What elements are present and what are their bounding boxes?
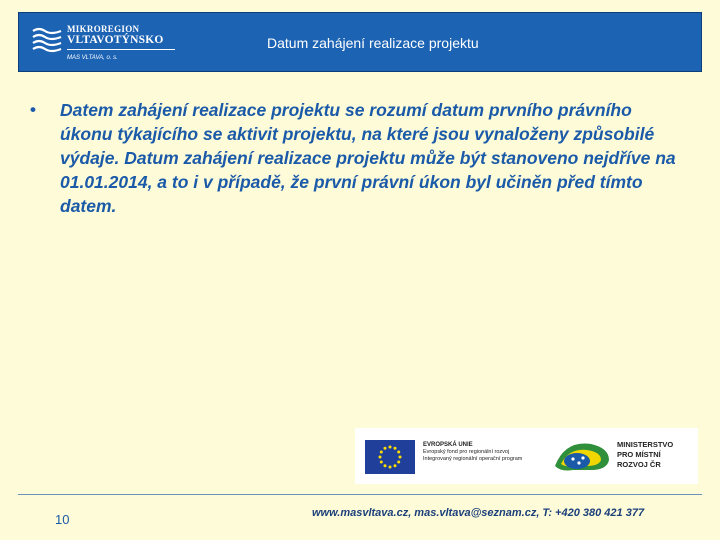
waves-icon <box>31 25 63 55</box>
footer-contact: www.masvltava.cz, mas.vltava@seznam.cz, T: +420 380 421 377 <box>312 507 645 519</box>
eu-caption-line1: Evropský fond pro regionální rozvoj <box>423 449 510 455</box>
content-block <box>30 98 680 218</box>
logo-subtitle: MAS VLTAVA, o. s. <box>67 55 118 61</box>
eu-flag-icon <box>365 440 415 474</box>
eu-caption-line2: Integrovaný regionální operační program <box>423 456 523 462</box>
funding-logos <box>355 428 698 484</box>
mmr-caption-line1: MINISTERSTVO <box>617 440 674 449</box>
footer-divider <box>18 494 702 495</box>
mmr-caption-line2: PRO MÍSTNÍ <box>617 450 661 459</box>
eu-caption-line0: EVROPSKÁ UNIE <box>423 442 473 448</box>
logo-name-line2: VLTAVOTÝNSKO <box>67 34 164 46</box>
body-paragraph: Datem zahájení realizace projektu se rozumí datum prvního právního úkonu týkajícího se aktivit projektu, na které jsou vynaloženy způsobilé výdaje. Datum zahájení realizace projektu může být stanoveno nejdříve na 01.01.2014, a to i v případě, že první právní úkon byl učiněn před tímto datem. <box>60 100 676 216</box>
mikroregion-logo <box>31 21 181 65</box>
mmr-logo-icon <box>551 436 613 478</box>
header-bar <box>18 12 702 72</box>
mmr-caption-line3: ROZVOJ ČR <box>617 460 661 469</box>
page-number: 10 <box>55 512 70 527</box>
eu-caption <box>423 442 541 463</box>
page-title: Datum zahájení realizace projektu <box>267 35 479 51</box>
mmr-caption <box>617 440 673 470</box>
logo-name-line1: MIKROREGION <box>67 24 140 34</box>
logo-divider <box>67 49 175 50</box>
bullet-marker: • <box>30 100 36 119</box>
